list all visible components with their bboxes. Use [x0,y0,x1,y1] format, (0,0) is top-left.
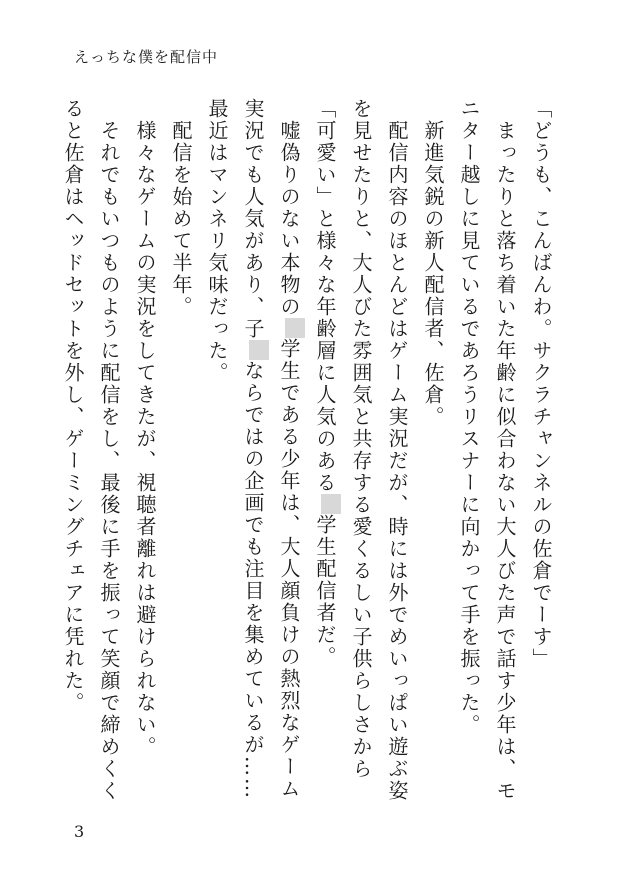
paragraph-7-text: 様々なゲームの実況をしてきたが、視聴者離れは避けられない。 [133,120,157,758]
paragraph-3-text: 新進気鋭の新人配信者、佐倉。 [421,120,445,428]
paragraph-4-text-b: 学生配信者だ。 [313,514,337,668]
running-head-title: えっちな僕を配信中 [74,48,219,66]
redaction-mark [285,318,305,338]
paragraph-6 [163,98,199,818]
paragraph-5 [199,98,307,818]
paragraph-5-text-c: ならではの企画でも注目を集めているが……最近はマンネリ気味だった。 [205,98,265,800]
paragraph-5-text-b: 学生である少年は、大人顔負けの熱烈なゲーム実況でも人気があり、子 [241,98,301,800]
paragraph-4-text-a: 配信内容のほとんどはゲーム実況だが、時には外でめいっぱい遊ぶ姿を見せたりと、大人びた雰囲気と共存する愛くるしい子供らしさから「可愛い」と様々な年齢層に人気のある [313,98,409,802]
paragraph-5-text-a: 嘘偽りのない本物の [277,120,301,318]
vertical-body-text [55,98,559,818]
paragraph-2-text: まったりと落ち着いた年齢に似合わない大人びた声で話す少年は、モニター越しに見ているであろうリスナーに向かって手を振った。 [457,98,517,802]
paragraph-1: 「どうも、こんばんわ。サクラチャンネルの佐倉でーす」 [529,98,553,670]
redaction-mark [249,340,269,360]
paragraph-8-text: それでもいつものように配信をし、最後に手を振って笑顔で締めくくると佐倉はヘッドセットを外し、ゲーミングチェアに凭れた。 [61,98,121,802]
paragraph-2 [451,98,523,818]
paragraph-8 [55,98,127,818]
paragraph-6-text: 配信を始めて半年。 [169,120,193,318]
paragraph-7 [127,98,163,818]
paragraph-4 [307,98,415,818]
page-number: 3 [74,822,85,841]
paragraph-3 [415,98,451,818]
redaction-mark [321,494,341,514]
